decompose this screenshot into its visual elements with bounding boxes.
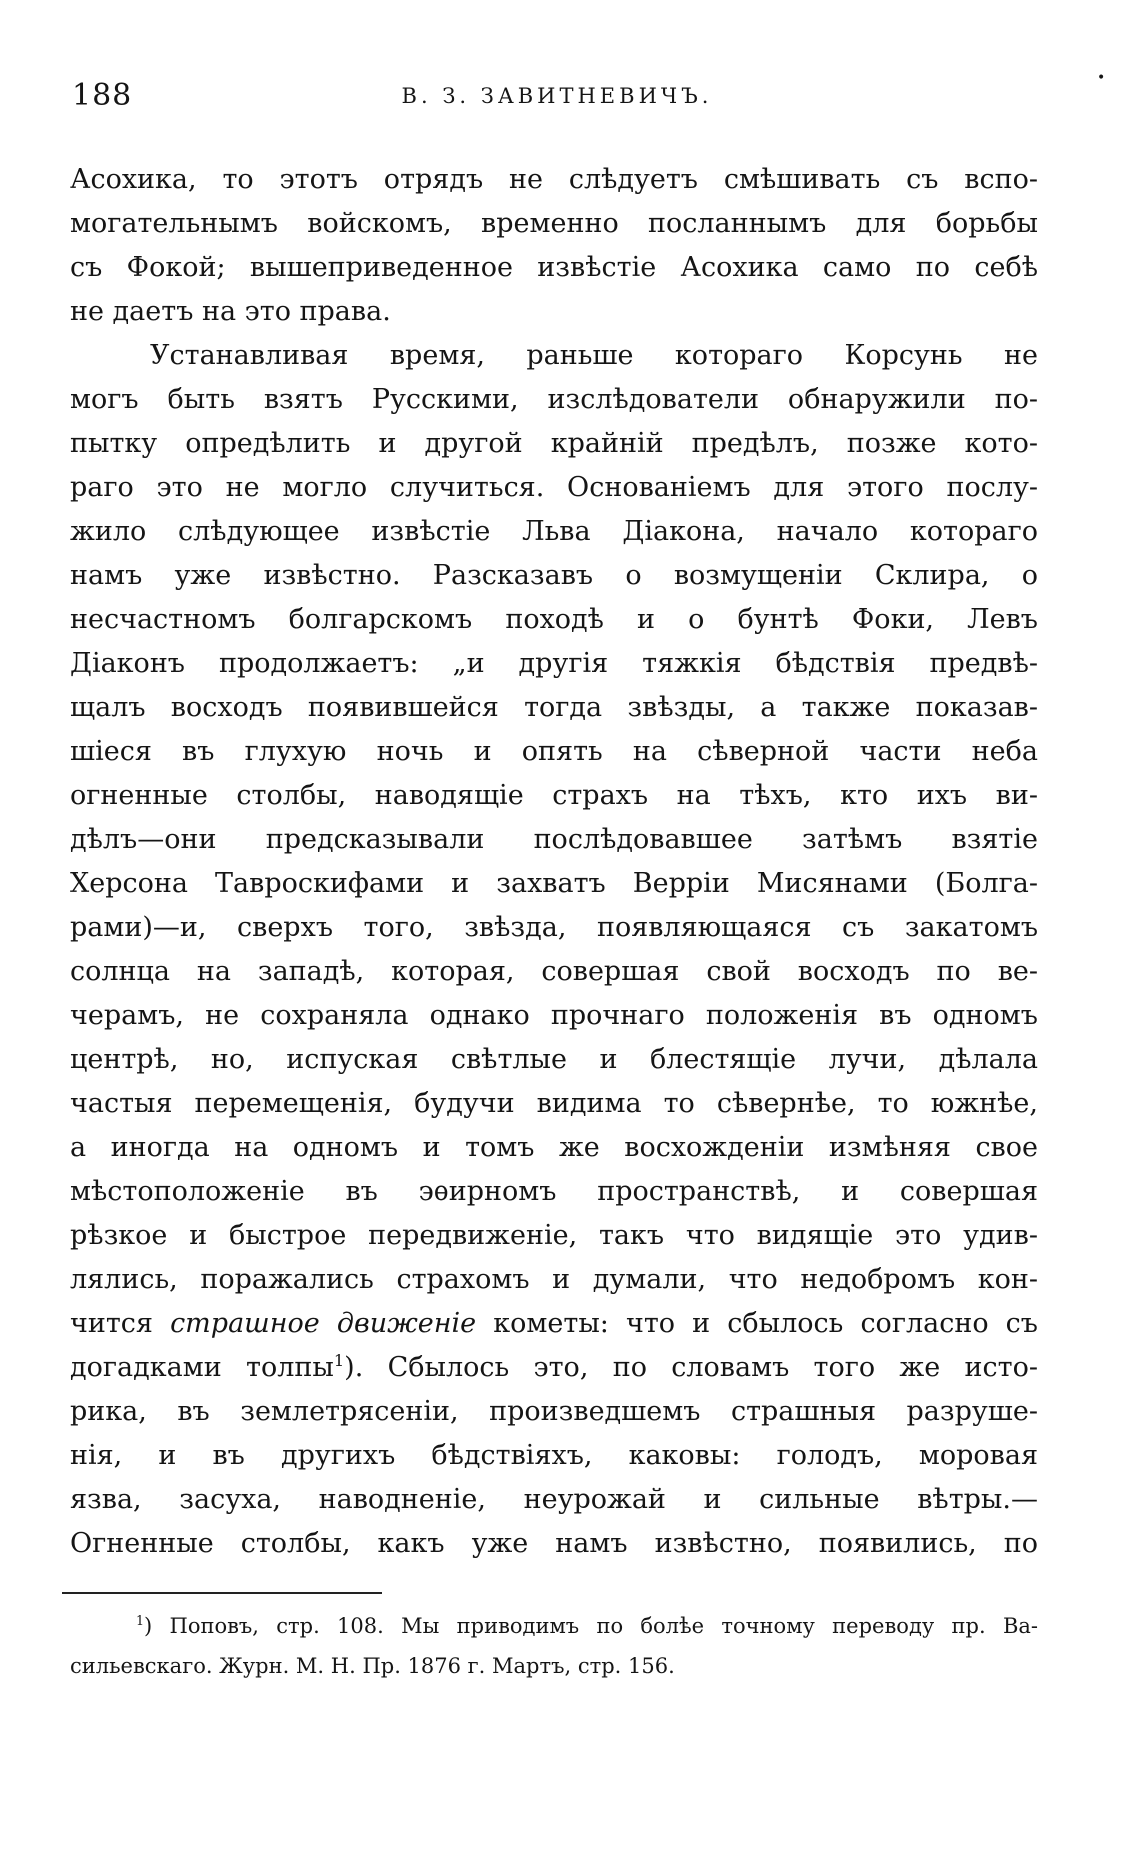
- text-segment: чится: [70, 1308, 153, 1339]
- text-line: черамъ, не сохраняла однако прочнаго положенія въ одномъ: [70, 1000, 1038, 1031]
- text-line: рами)—и, сверхъ того, звѣзда, появляющаяся съ закатомъ: [70, 912, 1038, 943]
- text-line: съ Фокой; вышеприведенное извѣстіе Асохика само по себѣ: [70, 252, 1038, 283]
- text-line: раго это не могло случиться. Основаніемъ для этого послу-: [70, 472, 1038, 503]
- text-line: солнца на западѣ, которая, совершая свой восходъ по ве-: [70, 956, 1038, 987]
- text-line: могъ быть взятъ Русскими, изслѣдователи обнаружили по-: [70, 384, 1038, 415]
- footnote-reference[interactable]: 1: [333, 1351, 345, 1370]
- text-line: частыя перемещенія, будучи видима то сѣвернѣе, то южнѣе,: [70, 1088, 1038, 1119]
- text-line: пытку опредѣлить и другой крайній предѣлъ, позже кото-: [70, 428, 1038, 459]
- text-segment: ). Сбылось это, по словамъ того же исто-: [344, 1352, 1038, 1383]
- text-line: нія, и въ другихъ бѣдствіяхъ, каковы: голодъ, моровая: [70, 1440, 1038, 1471]
- page-header: [72, 78, 1042, 118]
- text-segment: догадками толпы: [70, 1352, 334, 1383]
- text-line-mixed: [70, 1346, 1038, 1390]
- text-line: щалъ восходъ появившейся тогда звѣзды, а также показав-: [70, 692, 1038, 723]
- text-segment: кометы: что и сбылось согласно съ: [493, 1308, 1038, 1339]
- footnote-divider: [62, 1592, 382, 1594]
- text-line: шіеся въ глухую ночь и опять на сѣверной части неба: [70, 736, 1038, 767]
- text-line: не даетъ на это права.: [70, 296, 391, 327]
- text-line: несчастномъ болгарскомъ походѣ и о бунтѣ Фоки, Левъ: [70, 604, 1038, 635]
- page-number: 188: [72, 78, 133, 113]
- text-line: язва, засуха, наводненіе, неурожай и сильные вѣтры.—: [70, 1484, 1038, 1515]
- text-line: жило слѣдующее извѣстіе Льва Діакона, начало котораго: [70, 516, 1038, 547]
- footnote: [70, 1606, 1038, 1686]
- text-line-mixed: [70, 1302, 1038, 1346]
- footnote-marker: 1: [136, 1613, 145, 1628]
- text-line: а иногда на одномъ и томъ же восхожденіи измѣняя свое: [70, 1132, 1038, 1163]
- italic-phrase: страшное движеніе: [170, 1308, 477, 1339]
- text-line: могательнымъ войскомъ, временно посланнымъ для борьбы: [70, 208, 1038, 239]
- text-line: рика, въ землетрясеніи, произведшемъ страшныя разруше-: [70, 1396, 1038, 1427]
- margin-dot: •: [1097, 70, 1106, 86]
- footnote-line: [70, 1606, 1038, 1646]
- text-line: центрѣ, но, испуская свѣтлые и блестящіе лучи, дѣлала: [70, 1044, 1038, 1075]
- text-line: рѣзкое и быстрое передвиженіе, такъ что видящіе это удив-: [70, 1220, 1038, 1251]
- text-line: Асохика, то этотъ отрядъ не слѣдуетъ смѣшивать съ вспо-: [70, 164, 1038, 195]
- text-line: Херсона Тавроскифами и захватъ Верріи Мисянами (Болга-: [70, 868, 1038, 899]
- text-line: намъ уже извѣстно. Разсказавъ о возмущеніи Склира, о: [70, 560, 1038, 591]
- text-line: лялись, поражались страхомъ и думали, что недобромъ кон-: [70, 1264, 1038, 1295]
- footnote-text: ) Поповъ, стр. 108. Мы приводимъ по болѣе точному переводу пр. Ва-: [144, 1614, 1038, 1638]
- text-line: огненные столбы, наводящіе страхъ на тѣхъ, кто ихъ ви-: [70, 780, 1038, 811]
- text-line: Діаконъ продолжаетъ: „и другія тяжкія бѣдствія предвѣ-: [70, 648, 1038, 679]
- text-line: мѣстоположеніе въ эѳирномъ пространствѣ, и совершая: [70, 1176, 1038, 1207]
- body-text: [70, 158, 1038, 1566]
- text-line: Устанавливая время, раньше котораго Корсунь не: [150, 340, 1038, 371]
- text-line: дѣлъ—они предсказывали послѣдовавшее затѣмъ взятіе: [70, 824, 1038, 855]
- footnote-line: сильевскаго. Журн. М. Н. Пр. 1876 г. Мартъ, стр. 156.: [70, 1654, 675, 1678]
- running-head: В. З. ЗАВИТНЕВИЧЪ.: [401, 84, 713, 108]
- text-line: Огненные столбы, какъ уже намъ извѣстно, появились, по: [70, 1528, 1038, 1559]
